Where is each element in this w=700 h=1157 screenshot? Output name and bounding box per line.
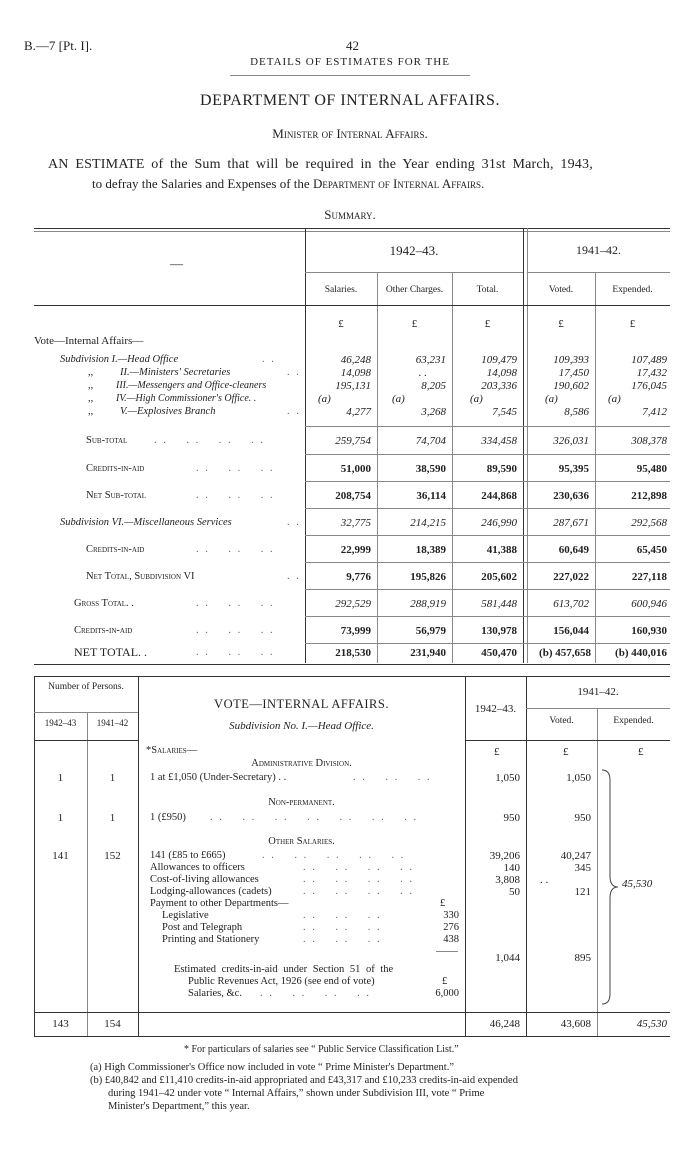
- subdivision-label: V.—Explosives Branch: [120, 406, 216, 417]
- salaries-value: 4,277: [346, 406, 371, 418]
- vote-col-current: 1942–43.: [474, 703, 517, 715]
- salaries-value: 218,530: [335, 647, 371, 659]
- total-value: 130,978: [481, 625, 517, 637]
- total-value: 246,990: [481, 517, 517, 529]
- expended-value: 7,412: [642, 406, 667, 418]
- voted-value: 156,044: [553, 625, 589, 637]
- persons-total-prev: 154: [104, 1018, 121, 1030]
- running-title: DETAILS OF ESTIMATES FOR THE: [250, 56, 450, 68]
- persons-current: 1: [57, 812, 64, 824]
- vote-title: VOTE—INTERNAL AFFAIRS.: [214, 697, 389, 711]
- row-label: Credits-in-aid: [86, 463, 145, 474]
- other-value: 3,268: [421, 406, 446, 418]
- expended-value: 212,898: [631, 490, 667, 502]
- credits-line-3: Salaries, &c.: [188, 988, 242, 999]
- vote-col-expended: Expended.: [613, 716, 654, 726]
- other-value: (a): [392, 393, 405, 405]
- expended-value: 227,118: [631, 571, 667, 583]
- total-value: 41,388: [486, 544, 517, 556]
- voted-value: 60,649: [558, 544, 589, 556]
- total-value: 581,448: [481, 598, 517, 610]
- row-label: Subdivision VI.—Miscellaneous Services: [60, 517, 232, 528]
- nonperm-line: 1 (£950): [150, 812, 186, 823]
- pound-sign: £: [338, 318, 344, 330]
- salaries-heading: *Salaries—: [146, 745, 198, 756]
- line-voted: 40,247: [560, 850, 591, 862]
- expended-value: 600,946: [631, 598, 667, 610]
- total-value: 203,336: [481, 380, 517, 392]
- right-brace-icon: [600, 768, 620, 1006]
- voted-value: 613,702: [553, 598, 589, 610]
- line-label: Cost-of-living allowances: [150, 874, 259, 885]
- expended-value: 160,930: [631, 625, 667, 637]
- salaries-value: 208,754: [335, 490, 371, 502]
- vote-subtitle: Subdivision No. I.—Head Office.: [229, 720, 374, 732]
- nonperm-voted: 950: [574, 812, 591, 824]
- payment-heading: Payment to other Departments—: [150, 898, 289, 909]
- total-value: 109,479: [481, 354, 517, 366]
- row-label: Gross Total. .: [74, 598, 134, 609]
- persons-total-current: 143: [52, 1018, 69, 1030]
- line-current: 39,206: [489, 850, 520, 862]
- footnote-b-3: Minister's Department,” this year.: [108, 1101, 250, 1112]
- line-label: 141 (£85 to £665): [150, 850, 226, 861]
- other-value: 36,114: [416, 490, 446, 502]
- persons-prev: 152: [104, 850, 121, 862]
- total-expended: 45,530: [636, 1018, 667, 1030]
- summary-year-prev: 1941–42.: [576, 243, 621, 257]
- other-value: 8,205: [421, 380, 446, 392]
- row-label: NET TOTAL. .: [74, 645, 148, 659]
- credits-line-1: Estimated credits-in-aid under Section 51 of the: [174, 964, 394, 975]
- total-value: (a): [470, 393, 483, 405]
- salaries-value: 259,754: [335, 435, 371, 447]
- footnote-b-2: during 1941–42 under vote “ Internal Affairs,” shown under Subdivision III, vote “ Prime: [108, 1088, 485, 1099]
- minister-title: Minister of Internal Affairs.: [272, 126, 428, 141]
- credits-amount: 6,000: [435, 988, 459, 999]
- estimate-line-2: [92, 176, 484, 192]
- estimate-line-2-department: Department of Internal Affairs.: [312, 176, 485, 191]
- other-value: 214,215: [410, 517, 446, 529]
- voted-value: 190,602: [553, 380, 589, 392]
- line-current: 140: [503, 862, 520, 874]
- summary-title: Summary.: [324, 207, 376, 222]
- salaries-value: 195,131: [335, 380, 371, 392]
- vote-col-prev: 1941–42.: [577, 686, 619, 698]
- salaries-value: 292,529: [335, 598, 371, 610]
- col-other-charges: Other Charges.: [385, 285, 444, 295]
- brace-expended: 45,530: [622, 878, 653, 890]
- row-label: Sub-total: [86, 435, 128, 446]
- expended-value: 95,480: [636, 463, 667, 475]
- voted-value: (a): [545, 393, 558, 405]
- voted-value: 287,671: [553, 517, 589, 529]
- persons-current: 141: [52, 850, 69, 862]
- total-value: 7,545: [492, 406, 517, 418]
- salaries-value: 22,999: [340, 544, 371, 556]
- payment-label: Printing and Stationery: [162, 934, 260, 945]
- vote-col-voted: Voted.: [549, 716, 574, 726]
- expended-value: 107,489: [631, 354, 667, 366]
- nonperm-current: 950: [503, 812, 520, 824]
- pound-sign: £: [440, 898, 446, 909]
- voted-value: 17,450: [558, 367, 589, 379]
- department-title: DEPARTMENT OF INTERNAL AFFAIRS.: [200, 92, 500, 109]
- nonperm-heading: Non-permanent.: [268, 797, 335, 808]
- persons-prev: 1: [109, 772, 116, 784]
- other-value: 288,919: [410, 598, 446, 610]
- row-label: Credits-in-aid: [86, 544, 145, 555]
- line-label: Lodging-allowances (cadets): [150, 886, 272, 897]
- total-value: 205,602: [481, 571, 517, 583]
- pound-sign: £: [494, 746, 500, 758]
- other-value: 18,389: [415, 544, 446, 556]
- voted-value: 230,636: [553, 490, 589, 502]
- salaries-value: 9,776: [346, 571, 371, 583]
- subdivision-label: III.—Messengers and Office-cleaners: [116, 380, 267, 391]
- admin-current: 1,050: [495, 772, 520, 784]
- payment-label: Post and Telegraph: [162, 922, 243, 933]
- pound-sign: £: [563, 746, 569, 758]
- page-ref: B.—7 [Pt. I].: [24, 38, 93, 53]
- other-value: 74,704: [415, 435, 446, 447]
- salaries-value: 51,000: [340, 463, 371, 475]
- row-label: Net Sub-total: [86, 490, 147, 501]
- other-value: 195,826: [410, 571, 446, 583]
- row-label: Net Total, Subdivision VI: [86, 571, 195, 582]
- other-value: 231,940: [410, 647, 446, 659]
- pound-sign: £: [629, 318, 636, 330]
- pound-sign: £: [558, 318, 564, 330]
- persons-current: 1: [57, 772, 64, 784]
- expended-value: 292,568: [631, 517, 667, 529]
- subdivision-label: II.—Ministers' Secretaries: [120, 367, 231, 378]
- total-value: 89,590: [486, 463, 517, 475]
- voted-value: 227,022: [553, 571, 589, 583]
- ditto-mark: ,,: [88, 406, 94, 417]
- salaries-value: 46,248: [340, 354, 371, 366]
- admin-line: 1 at £1,050 (Under-Secretary) . .: [150, 772, 287, 783]
- subdivision-label: Subdivision I.—Head Office: [60, 354, 179, 365]
- total-value: 334,458: [481, 435, 517, 447]
- subdivision-label: IV.—High Commissioner's Office. .: [116, 393, 257, 404]
- admin-voted: 1,050: [566, 772, 591, 784]
- total-value: 450,470: [481, 647, 517, 659]
- ditto-mark: ,,: [88, 393, 94, 404]
- other-value: 38,590: [415, 463, 446, 475]
- persons-year-current: 1942–43: [44, 718, 77, 728]
- pound-sign: £: [638, 746, 644, 758]
- salaries-value: 73,999: [340, 625, 371, 637]
- pound-sign: £: [442, 976, 448, 987]
- expended-value: (b) 440,016: [615, 647, 667, 659]
- footnote-b-1: (b) £40,842 and £11,410 credits-in-aid appropriated and £43,317 and £10,233 credits-in-aid expended: [90, 1075, 518, 1086]
- line-voted: 345: [574, 862, 591, 874]
- payment-amount: 276: [443, 922, 459, 933]
- expended-value: (a): [608, 393, 621, 405]
- credits-line-2: Public Revenues Act, 1926 (see end of vote): [188, 976, 375, 987]
- summary-stub-dash: —: [170, 256, 183, 271]
- other-value: 56,979: [415, 625, 446, 637]
- admin-heading: Administrative Division.: [251, 758, 352, 769]
- expended-value: 65,450: [636, 544, 667, 556]
- salaries-value: (a): [318, 393, 331, 405]
- payment-amount: 438: [443, 934, 459, 945]
- col-voted: Voted.: [548, 285, 574, 295]
- salaries-value: 32,775: [340, 517, 371, 529]
- estimate-line-2-prefix: to defray the Salaries and Expenses of the: [92, 176, 313, 191]
- footnote-star: * For particulars of salaries see “ Public Service Classification List.”: [184, 1044, 459, 1055]
- voted-value: 8,586: [564, 406, 589, 418]
- ditto-mark: ,,: [88, 380, 94, 391]
- payment-total-current: 1,044: [495, 952, 520, 964]
- salaries-value: 14,098: [340, 367, 371, 379]
- ditto-mark: ,,: [88, 367, 94, 378]
- voted-value: 95,395: [558, 463, 589, 475]
- voted-value: 109,393: [553, 354, 589, 366]
- line-voted: . .: [540, 874, 549, 886]
- total-value: 14,098: [486, 367, 517, 379]
- payment-amount: 330: [443, 910, 459, 921]
- other-value: 63,231: [415, 354, 446, 366]
- line-current: 3,808: [495, 874, 520, 886]
- expended-value: 308,378: [631, 435, 667, 447]
- line-current: 50: [509, 886, 520, 898]
- page-number: 42: [346, 38, 359, 53]
- total-value: 244,868: [481, 490, 517, 502]
- number-of-persons: Number of Persons.: [48, 682, 124, 692]
- estimate-line-1: AN ESTIMATE of the Sum that will be required in the Year ending 31st March, 1943,: [48, 157, 593, 172]
- other-salaries-heading: Other Salaries.: [268, 836, 335, 847]
- vote-heading: Vote—Internal Affairs—: [34, 335, 144, 347]
- persons-prev: 1: [109, 812, 116, 824]
- expended-value: 17,432: [636, 367, 667, 379]
- footnote-a: (a) High Commissioner's Office now included in vote “ Prime Minister's Department.”: [90, 1062, 455, 1073]
- payment-total-voted: 895: [574, 952, 591, 964]
- expended-value: 176,045: [631, 380, 667, 392]
- pound-sign: £: [411, 318, 418, 330]
- total-current: 46,248: [489, 1018, 520, 1030]
- pound-sign: £: [484, 318, 491, 330]
- line-voted: 121: [574, 886, 591, 898]
- line-label: Allowances to officers: [150, 862, 245, 873]
- voted-value: 326,031: [553, 435, 589, 447]
- row-label: Credits-in-aid: [74, 625, 133, 636]
- total-voted: 43,608: [560, 1018, 591, 1030]
- summary-year-current: 1942–43.: [389, 243, 439, 258]
- voted-value: (b) 457,658: [539, 647, 591, 659]
- col-total: Total.: [476, 285, 499, 295]
- col-salaries: Salaries.: [324, 285, 358, 295]
- col-expended: Expended.: [612, 285, 653, 295]
- payment-label: Legislative: [162, 910, 209, 921]
- other-value: . .: [418, 367, 427, 379]
- persons-year-prev: 1941–42: [96, 718, 129, 728]
